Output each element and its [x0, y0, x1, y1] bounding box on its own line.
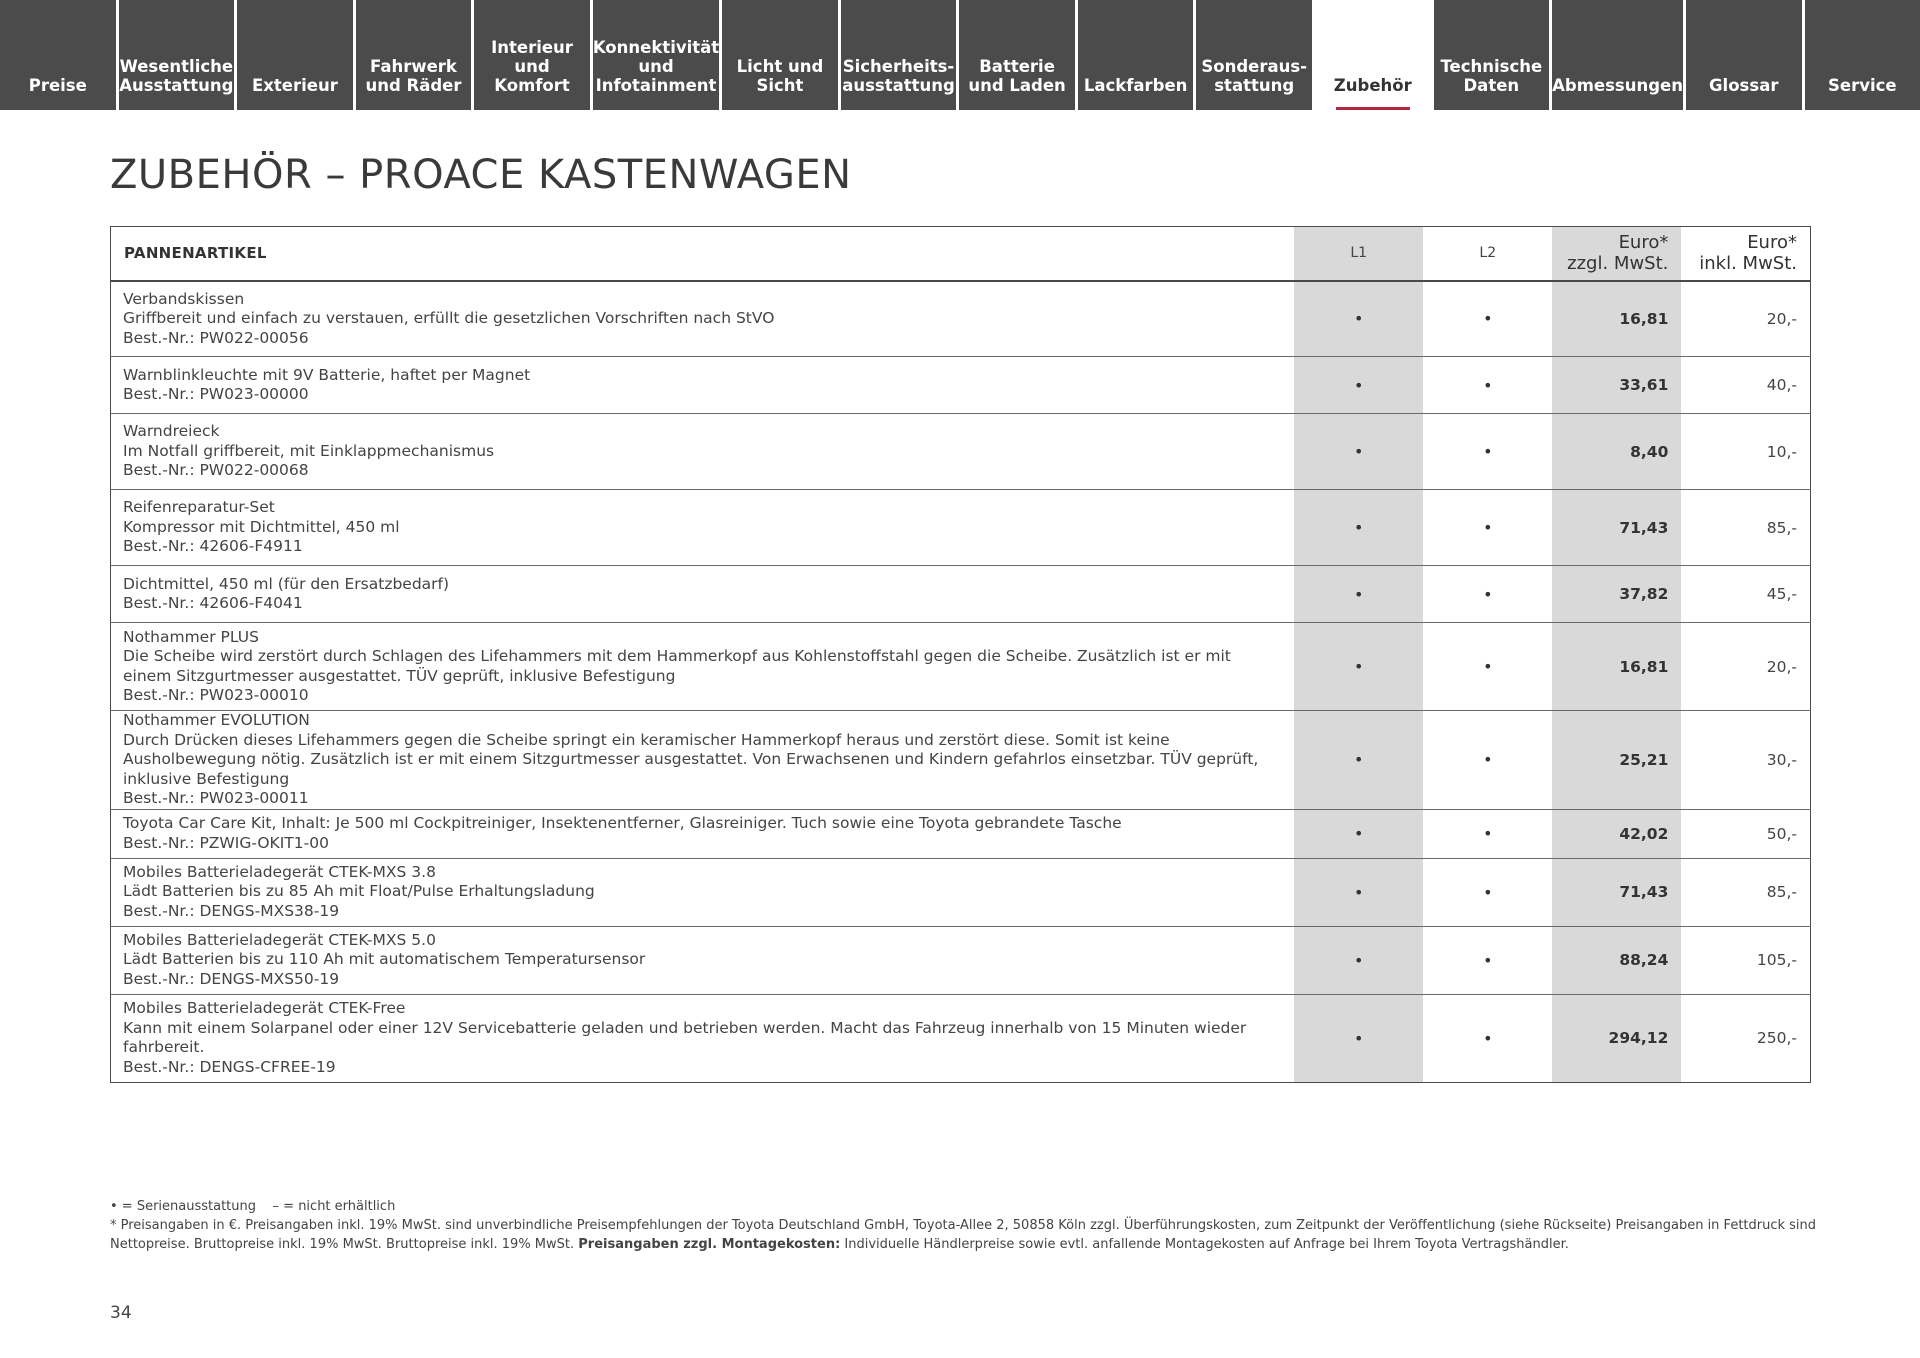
item-detail: Lädt Batterien bis zu 85 Ah mit Float/Pulse Erhaltungsladung	[123, 882, 595, 901]
price-gross: 10,-	[1681, 414, 1810, 490]
price-net: 16,81	[1552, 623, 1681, 711]
nav-tab-sicherheits-ausstattung[interactable]: Sicherheits- ausstattung	[841, 0, 957, 110]
nav-tab-licht-und-sicht[interactable]: Licht und Sicht	[722, 0, 838, 110]
table-row	[111, 490, 1811, 566]
nav-tab-sonderaus-stattung[interactable]: Sonderaus- stattung	[1196, 0, 1312, 110]
item-order-number: Best.-Nr.: DENGS-MXS38-19	[123, 901, 340, 920]
availability-l2: •	[1423, 357, 1552, 414]
item-order-number: Best.-Nr.: PW022-00068	[123, 461, 309, 480]
price-note-end: Individuelle Händlerpreise sowie evtl. anfallende Montagekosten auf Anfrage bei Ihrem Toyota Vertragshändler.	[840, 1237, 1569, 1252]
page-title: ZUBEHÖR – PROACE KASTENWAGEN	[110, 152, 852, 198]
nav-tab-preise[interactable]: Preise	[0, 0, 116, 110]
nav-tab-lackfarben[interactable]: Lackfarben	[1078, 0, 1194, 110]
price-net: 33,61	[1552, 357, 1681, 414]
item-order-number: Best.-Nr.: PW023-00000	[123, 385, 309, 403]
price-net: 16,81	[1552, 281, 1681, 357]
page-number: 34	[110, 1303, 132, 1323]
item-order-number: Best.-Nr.: DENGS-CFREE-19	[123, 1057, 336, 1076]
nav-tab-exterieur[interactable]: Exterieur	[237, 0, 353, 110]
legend-line: • = Serienausstattung – = nicht erhältlich	[110, 1199, 396, 1214]
price-net: 37,82	[1552, 566, 1681, 623]
item-detail: Griffbereit und einfach zu verstauen, erfüllt die gesetzlichen Vorschriften nach StVO	[123, 309, 775, 327]
item-order-number: Best.-Nr.: DENGS-MXS50-19	[123, 969, 340, 988]
price-note-bold: Preisangaben zzgl. Montagekosten:	[578, 1237, 841, 1252]
nav-tab-abmessungen[interactable]: Abmessungen	[1552, 0, 1683, 110]
item-description	[111, 926, 1295, 994]
availability-l1: •	[1294, 926, 1423, 994]
item-description	[111, 414, 1295, 490]
nav-tab-service[interactable]: Service	[1805, 0, 1920, 110]
availability-l1: •	[1294, 994, 1423, 1082]
item-description	[111, 281, 1295, 357]
column-header-price-gross: Euro* inkl. MwSt.	[1681, 227, 1810, 281]
price-net: 25,21	[1552, 711, 1681, 810]
column-header-price-net: Euro* zzgl. MwSt.	[1552, 227, 1681, 281]
price-gross: 30,-	[1681, 711, 1810, 810]
item-detail: Die Scheibe wird zerstört durch Schlagen des Lifehammers mit dem Hammerkopf aus Kohlenstoffstahl gegen die Scheibe. Zusätzlich ist er mit einem Sitzgurtmesser ausgestattet. TÜV geprüft, inklusive Befestigung	[123, 647, 1231, 685]
table-row	[111, 994, 1811, 1082]
availability-l1: •	[1294, 357, 1423, 414]
item-description	[111, 711, 1295, 810]
item-detail: Durch Drücken dieses Lifehammers gegen die Scheibe springt ein keramischer Hammerkopf heraus und zerstört diese. Somit ist keine Ausholbewegung nötig. Zusätzlich ist er mit einem Sitzgurtmesser ausgestattet. Von Erwachsenen und Kindern gefahrlos einsetzbar. TÜV geprüft, inklusive Befestigung	[123, 730, 1259, 788]
accessories-table	[110, 226, 1811, 1083]
table-row	[111, 926, 1811, 994]
price-gross: 85,-	[1681, 490, 1810, 566]
table-row	[111, 281, 1811, 357]
item-detail: Kompressor mit Dichtmittel, 450 ml	[123, 517, 400, 536]
item-name: Dichtmittel, 450 ml (für den Ersatzbedarf)	[123, 574, 450, 593]
price-gross: 40,-	[1681, 357, 1810, 414]
footnotes	[110, 1197, 1830, 1254]
column-header-l1: L1	[1294, 227, 1423, 281]
table-row	[111, 566, 1811, 623]
availability-l1: •	[1294, 858, 1423, 926]
availability-l1: •	[1294, 490, 1423, 566]
item-detail: Lädt Batterien bis zu 110 Ah mit automatischem Temperatursensor	[123, 950, 646, 969]
item-name: Reifenreparatur-Set	[123, 498, 275, 517]
item-description	[111, 490, 1295, 566]
availability-l2: •	[1423, 858, 1552, 926]
table-body	[111, 281, 1811, 1083]
item-order-number: Best.-Nr.: PZWIG-OKIT1-00	[123, 833, 329, 852]
price-net: 88,24	[1552, 926, 1681, 994]
item-name: Mobiles Batterieladegerät CTEK-MXS 3.8	[123, 862, 436, 881]
item-order-number: Best.-Nr.: 42606-F4911	[123, 537, 303, 556]
price-note-start: * Preisangaben in €. Preisangaben inkl. 19% MwSt. sind unverbindliche Preisempfehlungen der Toyota Deutschland GmbH, Toyota-Allee 2, 50858 Köln zzgl. Überführungskosten, zum Zeitpunkt der Veröffentlichung (siehe Rückseite) Preisangaben in Fettdruck sind Nettopreise. Bruttopreise inkl. 19% MwSt. Bruttopreise inkl. 19% MwSt.	[110, 1218, 1817, 1252]
price-gross: 20,-	[1681, 623, 1810, 711]
price-net: 294,12	[1552, 994, 1681, 1082]
table-row	[111, 623, 1811, 711]
column-header-l2: L2	[1423, 227, 1552, 281]
item-name: Mobiles Batterieladegerät CTEK-Free	[123, 999, 406, 1017]
availability-l2: •	[1423, 414, 1552, 490]
availability-l2: •	[1423, 926, 1552, 994]
price-gross: 105,-	[1681, 926, 1810, 994]
nav-tab-wesentliche-ausstattung[interactable]: Wesentliche Ausstattung	[119, 0, 235, 110]
availability-l2: •	[1423, 490, 1552, 566]
availability-l2: •	[1423, 809, 1552, 858]
item-order-number: Best.-Nr.: 42606-F4041	[123, 594, 303, 612]
table-header-row	[111, 227, 1811, 281]
availability-l1: •	[1294, 566, 1423, 623]
item-description	[111, 357, 1295, 414]
item-order-number: Best.-Nr.: PW023-00011	[123, 789, 309, 807]
price-net: 71,43	[1552, 490, 1681, 566]
item-name: Warndreieck	[123, 422, 220, 441]
table-row	[111, 809, 1811, 858]
item-description	[111, 858, 1295, 926]
item-description	[111, 623, 1295, 711]
item-order-number: Best.-Nr.: PW022-00056	[123, 328, 309, 347]
availability-l2: •	[1423, 711, 1552, 810]
price-net: 8,40	[1552, 414, 1681, 490]
nav-tab-technische-daten[interactable]: Technische Daten	[1434, 0, 1550, 110]
price-net: 42,02	[1552, 809, 1681, 858]
availability-l2: •	[1483, 1028, 1493, 1048]
price-gross: 20,-	[1681, 281, 1810, 357]
table-row	[111, 858, 1811, 926]
item-name: Warnblinkleuchte mit 9V Batterie, haftet per Magnet	[123, 365, 531, 384]
item-description	[111, 994, 1295, 1082]
price-net: 71,43	[1552, 858, 1681, 926]
table-row	[111, 711, 1811, 810]
item-detail: Kann mit einem Solarpanel oder einer 12V Servicebatterie geladen und betrieben werden. Macht das Fahrzeug innerhalb von 15 Minuten wieder fahrbereit.	[123, 1018, 1247, 1056]
item-description	[111, 566, 1295, 623]
availability-l1: •	[1294, 809, 1423, 858]
nav-tab-zubehör[interactable]: Zubehör	[1315, 0, 1431, 110]
availability-l1: •	[1294, 711, 1423, 810]
price-gross: 250,-	[1756, 1029, 1797, 1047]
top-navigation	[0, 0, 1920, 110]
price-gross: 85,-	[1681, 858, 1810, 926]
item-name: Nothammer EVOLUTION	[123, 711, 310, 729]
availability-l2: •	[1423, 623, 1552, 711]
nav-tab-batterie-und-laden[interactable]: Batterie und Laden	[959, 0, 1075, 110]
availability-l1: •	[1294, 414, 1423, 490]
availability-l1: •	[1294, 623, 1423, 711]
item-detail: Im Notfall griffbereit, mit Einklappmechanismus	[123, 441, 495, 460]
nav-tab-fahrwerk-und-räder[interactable]: Fahrwerk und Räder	[356, 0, 472, 110]
table-row	[111, 357, 1811, 414]
item-name: Toyota Car Care Kit, Inhalt: Je 500 ml Cockpitreiniger, Insektenentferner, Glasreiniger. Tuch sowie eine Toyota gebrandete Tasche	[123, 814, 1122, 832]
table-row	[111, 414, 1811, 490]
item-description	[111, 809, 1295, 858]
price-gross: 50,-	[1681, 809, 1810, 858]
price-note	[110, 1216, 1830, 1254]
item-name: Mobiles Batterieladegerät CTEK-MXS 5.0	[123, 930, 436, 949]
item-name: Verbandskissen	[123, 289, 245, 308]
accessories-table-wrapper	[110, 226, 1811, 1083]
nav-tab-glossar[interactable]: Glossar	[1686, 0, 1802, 110]
section-header: PANNENARTIKEL	[111, 227, 1295, 281]
item-name: Nothammer PLUS	[123, 627, 259, 646]
item-order-number: Best.-Nr.: PW023-00010	[123, 686, 309, 704]
nav-tab-interieur-und-komfort[interactable]: Interieur und Komfort	[474, 0, 590, 110]
price-gross: 45,-	[1681, 566, 1810, 623]
nav-tab-konnektivität-und-infotainment[interactable]: Konnektivität und Infotainment	[593, 0, 719, 110]
availability-l2: •	[1423, 566, 1552, 623]
availability-l1: •	[1294, 281, 1423, 357]
availability-l2: •	[1423, 281, 1552, 357]
